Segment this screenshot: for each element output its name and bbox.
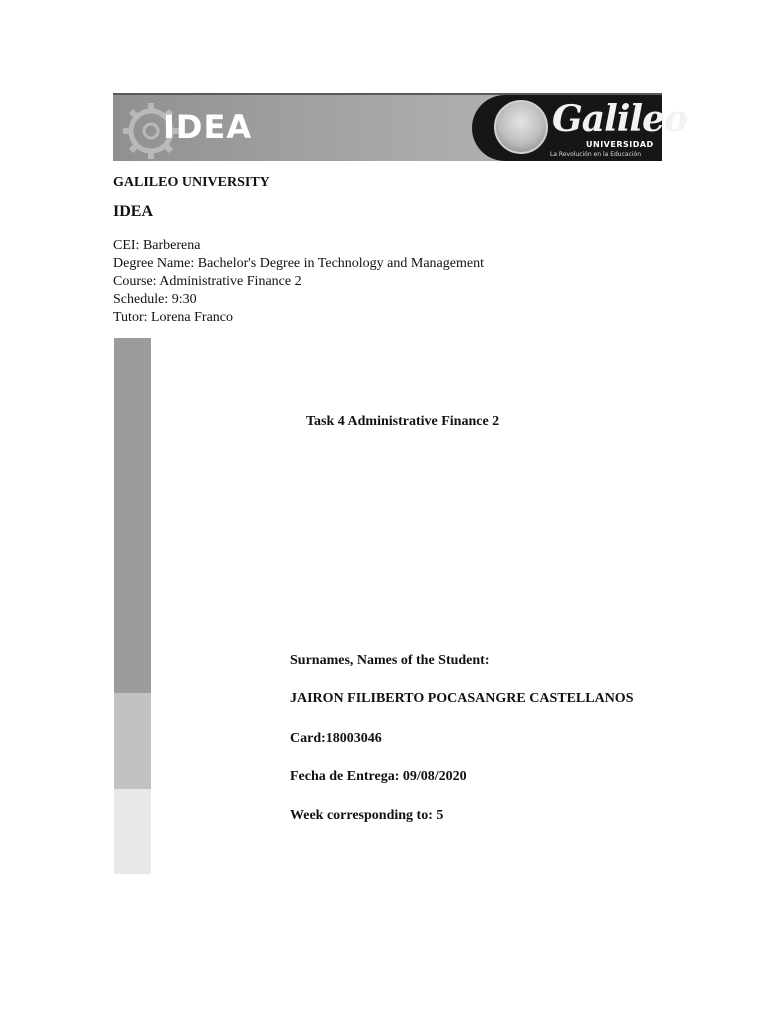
header-banner xyxy=(113,93,688,161)
schedule-line: Schedule: 9:30 xyxy=(113,292,197,307)
university-logo xyxy=(472,95,688,161)
logo-subtitle: UNIVERSIDAD xyxy=(586,140,654,149)
student-names-label: Surnames, Names of the Student: xyxy=(290,653,490,668)
student-card: Card:18003046 xyxy=(290,731,382,746)
delivery-date: Fecha de Entrega: 09/08/2020 xyxy=(290,769,467,784)
cei-line: CEI: Barberena xyxy=(113,238,201,253)
founder-portrait-icon xyxy=(494,100,548,154)
degree-line: Degree Name: Bachelor's Degree in Technology and Management xyxy=(113,256,484,271)
program-title: IDEA xyxy=(113,203,154,220)
logo-script: Galileo xyxy=(552,98,688,140)
logo-tagline: La Revolución en la Educación xyxy=(550,151,642,158)
side-bar-light xyxy=(114,789,151,874)
side-bar-dark xyxy=(114,338,151,693)
student-full-name: JAIRON FILIBERTO POCASANGRE CASTELLANOS xyxy=(290,691,634,706)
task-title: Task 4 Administrative Finance 2 xyxy=(306,414,500,429)
side-bar-mid xyxy=(114,693,151,789)
course-line: Course: Administrative Finance 2 xyxy=(113,274,302,289)
course-info xyxy=(113,237,484,327)
tutor-line: Tutor: Lorena Franco xyxy=(113,310,234,325)
banner-program-word: IDEA xyxy=(163,108,253,146)
university-name: GALILEO UNIVERSITY xyxy=(113,175,270,190)
week-number: Week corresponding to: 5 xyxy=(290,808,444,823)
